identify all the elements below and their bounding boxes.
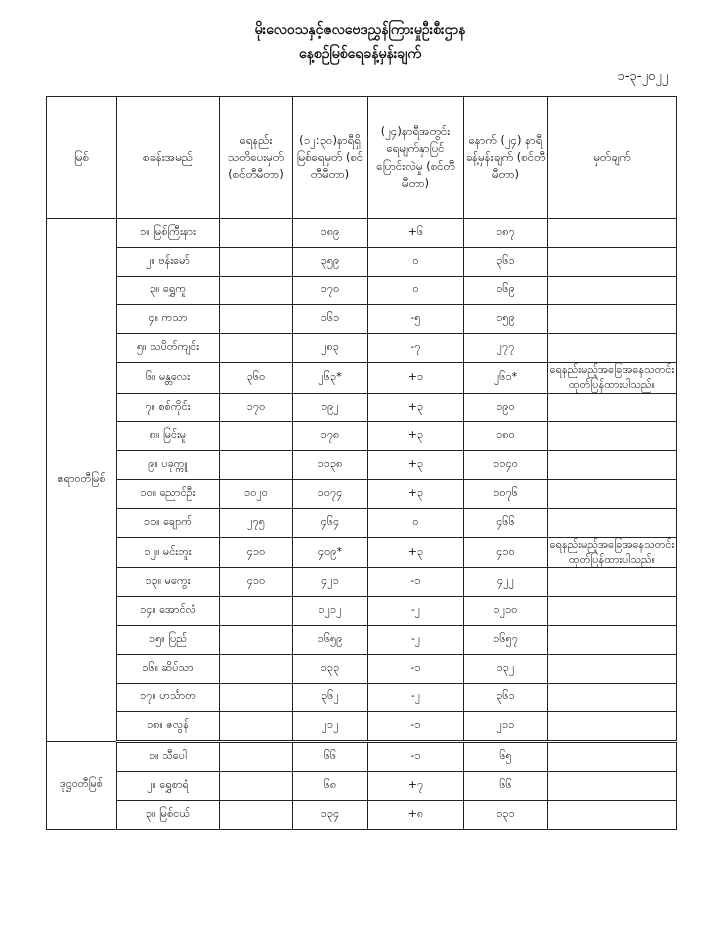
level-change: +၈ (368, 800, 464, 829)
station-name: ၁၃။ မကွေး (117, 568, 220, 597)
water-level: ၁၁၃၈ (293, 451, 368, 480)
table-row (47, 247, 677, 276)
station-name: ၇။ စစ်ကိုင်း (117, 393, 220, 422)
station-name: ၁။ မြစ်ကြီးနား (117, 219, 220, 248)
forecast-level: ၁၈၇ (464, 219, 548, 248)
col-header-level: (၁၂:၃၀)နာရီရှိ မြစ်ရေမှတ် (စင်တီမီတာ) (293, 97, 368, 219)
water-level: ၆၈ (293, 771, 368, 800)
water-level: ၃၆၂ (293, 683, 368, 712)
table-row (47, 625, 677, 654)
water-level: ၆၆ (293, 742, 368, 772)
warning-level: ၂၇၅ (220, 508, 293, 537)
level-change: -၅ (368, 305, 464, 334)
remark (548, 334, 677, 363)
level-change: -၂ (368, 597, 464, 626)
warning-level (220, 771, 293, 800)
water-level: ၂၁၂ (293, 712, 368, 742)
forecast-level: ၄၆၆ (464, 508, 548, 537)
remark (548, 422, 677, 451)
station-name: ၁၇။ ဟင်္သာတ (117, 683, 220, 712)
station-name: ၉။ ပခုက္ကူ (117, 451, 220, 480)
water-level: ၂၆၃* (293, 362, 368, 393)
table-body (47, 219, 677, 830)
level-change: -၂ (368, 625, 464, 654)
warning-level (220, 276, 293, 305)
water-level: ၃၅၉ (293, 247, 368, 276)
warning-level (220, 247, 293, 276)
level-change: -၂ (368, 683, 464, 712)
station-name: ၄။ ကသာ (117, 305, 220, 334)
station-name: ၁၀။ ညောင်ဦး (117, 480, 220, 509)
table-row (47, 276, 677, 305)
remark (548, 683, 677, 712)
warning-level: ၁၀၂၀ (220, 480, 293, 509)
warning-level: ၃၆၀ (220, 362, 293, 393)
station-name: ၃။ ရွှေကူ (117, 276, 220, 305)
station-name: ၁၂။ မင်းဘူး (117, 537, 220, 568)
level-change: +၃ (368, 537, 464, 568)
station-name: ၁၁။ ချောက် (117, 508, 220, 537)
remark (548, 597, 677, 626)
forecast-level: ၃၆၁ (464, 247, 548, 276)
water-level: ၁၂၁၂ (293, 597, 368, 626)
level-change: -၁ (368, 568, 464, 597)
forecast-level: ၁၆၅၇ (464, 625, 548, 654)
level-change: -၁ (368, 654, 464, 683)
level-change: +၃ (368, 451, 464, 480)
remark (548, 480, 677, 509)
table-row (47, 800, 677, 829)
remark: ရေနည်းမည့်အခြေအနေသတင်း ထုတ်ပြန်ထားပါသည်။ (548, 362, 677, 393)
warning-level (220, 597, 293, 626)
level-change: ၀ (368, 247, 464, 276)
forecast-level: ၂၁၁ (464, 712, 548, 742)
warning-level (220, 334, 293, 363)
forecast-level: ၂၆၁* (464, 362, 548, 393)
col-header-remark: မှတ်ချက် (548, 97, 677, 219)
water-level: ၁၀၇၄ (293, 480, 368, 509)
water-level: ၄၂၁ (293, 568, 368, 597)
warning-level (220, 800, 293, 829)
forecast-level: ၄၂၂ (464, 568, 548, 597)
forecast-level: ၆၅ (464, 742, 548, 772)
station-name: ၃။ မြစ်ငယ် (117, 800, 220, 829)
station-name: ၅။ သပိတ်ကျင်း (117, 334, 220, 363)
table-row (47, 422, 677, 451)
table-row (47, 480, 677, 509)
remark (548, 451, 677, 480)
warning-level: ၄၁၀ (220, 537, 293, 568)
remark (548, 712, 677, 742)
station-name: ၁၆။ ဆိပ်သာ (117, 654, 220, 683)
table-row (47, 742, 677, 772)
water-level: ၁၃၃ (293, 654, 368, 683)
level-change: -၁ (368, 712, 464, 742)
level-change: -၇ (368, 334, 464, 363)
forecast-level: ၁၉၀ (464, 393, 548, 422)
remark: ရေနည်းမည့်အခြေအနေသတင်း ထုတ်ပြန်ထားပါသည်။ (548, 537, 677, 568)
remark (548, 800, 677, 829)
remark (548, 742, 677, 772)
warning-level (220, 422, 293, 451)
table-row (47, 537, 677, 568)
water-level: ၁၇၈ (293, 422, 368, 451)
station-name: ၈။ မြင်းမူ (117, 422, 220, 451)
page-title: မိုးလေဝသနှင့်ဇလဗေဒညွှန်ကြားမှုဦးစီးဌာန (254, 22, 466, 38)
water-level: ၄၆၄ (293, 508, 368, 537)
table-row (47, 362, 677, 393)
warning-level (220, 654, 293, 683)
warning-level (220, 451, 293, 480)
forecast-level: ၁၁၄၀ (464, 451, 548, 480)
station-name: ၁၈။ ဇလွန် (117, 712, 220, 742)
warning-level: ၁၇၀ (220, 393, 293, 422)
table-row (47, 334, 677, 363)
level-change: -၁ (368, 742, 464, 772)
remark (548, 771, 677, 800)
col-header-change: (၂၄)နာရီအတွင်း ရေမျက်နှာပြင် ပြောင်းလဲမှု (စင်တီမီတာ) (368, 97, 464, 219)
table-header-row (47, 97, 677, 219)
table-row (47, 508, 677, 537)
warning-level (220, 625, 293, 654)
level-change: +၇ (368, 771, 464, 800)
water-level: ၁၆၅၉ (293, 625, 368, 654)
forecast-level: ၁၃၂ (464, 654, 548, 683)
remark (548, 568, 677, 597)
forecast-level: ၁၀၇၆ (464, 480, 548, 509)
warning-level (220, 683, 293, 712)
forecast-level: ၁၆၉ (464, 276, 548, 305)
station-name: ၂။ ဗန်းမော် (117, 247, 220, 276)
table-row (47, 771, 677, 800)
water-level: ၁၈၉ (293, 219, 368, 248)
remark (548, 393, 677, 422)
page-subtitle: နေ့စဉ်မြစ်ရေခန့်မှန်းချက် (298, 46, 422, 62)
col-header-station: စခန်းအမည် (117, 97, 220, 219)
water-level: ၄၀၉* (293, 537, 368, 568)
level-change: +၆ (368, 219, 464, 248)
col-header-river: မြစ် (47, 97, 117, 219)
level-change: ၀ (368, 276, 464, 305)
table-row (47, 393, 677, 422)
col-header-warning: ရေနည်း သတိပေးမှတ် (စင်တီမီတာ) (220, 97, 293, 219)
forecast-level: ၁၃၁ (464, 800, 548, 829)
forecast-level: ၁၅၉ (464, 305, 548, 334)
table-row (47, 654, 677, 683)
forecast-level: ၂၇၇ (464, 334, 548, 363)
forecast-level: ၄၁၀ (464, 537, 548, 568)
water-level: ၁၆၁ (293, 305, 368, 334)
station-name: ၁။ သီပေါ (117, 742, 220, 772)
level-change: ၀ (368, 508, 464, 537)
forecast-level: ၁၈၀ (464, 422, 548, 451)
river-name: ဒုဋ္ဌဝတီမြစ် (47, 742, 117, 829)
station-name: ၂။ ရွှေစာရံ (117, 771, 220, 800)
water-level: ၁၇၀ (293, 276, 368, 305)
station-name: ၁၅။ ပြည် (117, 625, 220, 654)
level-change: +၃ (368, 422, 464, 451)
remark (548, 247, 677, 276)
river-forecast-table (46, 96, 677, 830)
remark (548, 625, 677, 654)
station-name: ၆။ မန္တလေး (117, 362, 220, 393)
warning-level (220, 742, 293, 772)
water-level: ၁၃၄ (293, 800, 368, 829)
river-name: ဧရာဝတီမြစ် (47, 219, 117, 742)
level-change: +၁ (368, 362, 464, 393)
water-level: ၁၉၂ (293, 393, 368, 422)
table-row (47, 305, 677, 334)
table-row (47, 683, 677, 712)
warning-level (220, 305, 293, 334)
remark (548, 508, 677, 537)
warning-level (220, 712, 293, 742)
remark (548, 219, 677, 248)
remark (548, 276, 677, 305)
table-row (47, 451, 677, 480)
warning-level (220, 219, 293, 248)
table-row (47, 712, 677, 742)
remark (548, 654, 677, 683)
forecast-level: ၃၆၁ (464, 683, 548, 712)
warning-level: ၄၁၀ (220, 568, 293, 597)
table-row (47, 219, 677, 248)
level-change: +၃ (368, 480, 464, 509)
level-change: +၃ (368, 393, 464, 422)
report-date: ၁-၃-၂၀၂၂ (617, 69, 668, 84)
table-row (47, 568, 677, 597)
col-header-forecast: နောက် (၂၄) နာရီ ခန့်မှန်းချက် (စင်တီမီတာ) (464, 97, 548, 219)
water-level: ၂၈၃ (293, 334, 368, 363)
table-row (47, 597, 677, 626)
remark (548, 305, 677, 334)
forecast-level: ၆၆ (464, 771, 548, 800)
forecast-level: ၁၂၁၀ (464, 597, 548, 626)
station-name: ၁၄။ အောင်လံ (117, 597, 220, 626)
